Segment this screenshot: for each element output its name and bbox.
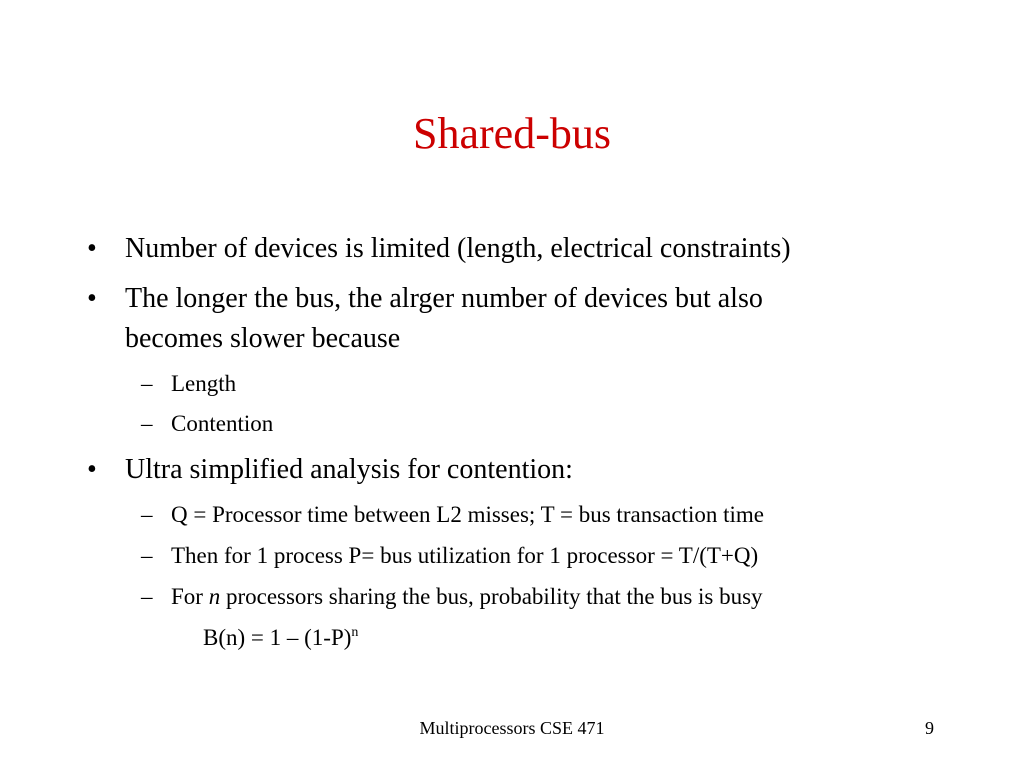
bullet-marker: • bbox=[87, 233, 97, 264]
dash-marker: – bbox=[141, 411, 153, 436]
sub-bullet-item bbox=[141, 369, 971, 399]
formula-base: B(n) = 1 – (1-P) bbox=[203, 625, 352, 650]
bullet-item bbox=[87, 229, 955, 269]
bullet-text: Number of devices is limited (length, electrical constraints) bbox=[125, 233, 791, 264]
sub-bullet-item bbox=[141, 409, 971, 439]
dash-marker: – bbox=[141, 502, 153, 527]
bullet-item bbox=[87, 450, 955, 490]
bullet-text: Ultra simplified analysis for contention: bbox=[125, 454, 573, 485]
sub-bullet-suffix: processors sharing the bus, probability that the bus is busy bbox=[220, 584, 763, 609]
formula bbox=[203, 623, 358, 653]
bullet-marker: • bbox=[87, 283, 97, 314]
bullet-item bbox=[87, 279, 955, 359]
sub-bullet-item bbox=[141, 582, 971, 612]
sub-bullet-text: Then for 1 process P= bus utilization for 1 processor = T/(T+Q) bbox=[171, 543, 759, 568]
bullet-text-line: The longer the bus, the alrger number of devices but also bbox=[125, 283, 763, 314]
dash-marker: – bbox=[141, 543, 153, 568]
sub-bullet-italic: n bbox=[208, 584, 221, 609]
footer-title: Multiprocessors CSE 471 bbox=[419, 718, 605, 738]
sub-bullet-text: Q = Processor time between L2 misses; T = bus transaction time bbox=[171, 502, 764, 527]
slide-title: Shared-bus bbox=[413, 109, 611, 158]
sub-bullet-prefix: For bbox=[171, 584, 209, 609]
dash-marker: – bbox=[141, 584, 153, 609]
sub-bullet-item bbox=[141, 500, 971, 530]
sub-bullet-text: Contention bbox=[171, 411, 274, 436]
page-number: 9 bbox=[925, 718, 934, 738]
bullet-marker: • bbox=[87, 454, 97, 485]
bullet-text-line: becomes slower because bbox=[125, 323, 401, 354]
sub-bullet-text: Length bbox=[171, 371, 237, 396]
dash-marker: – bbox=[141, 371, 153, 396]
sub-bullet-item bbox=[141, 541, 971, 571]
formula-exponent: n bbox=[351, 625, 359, 640]
